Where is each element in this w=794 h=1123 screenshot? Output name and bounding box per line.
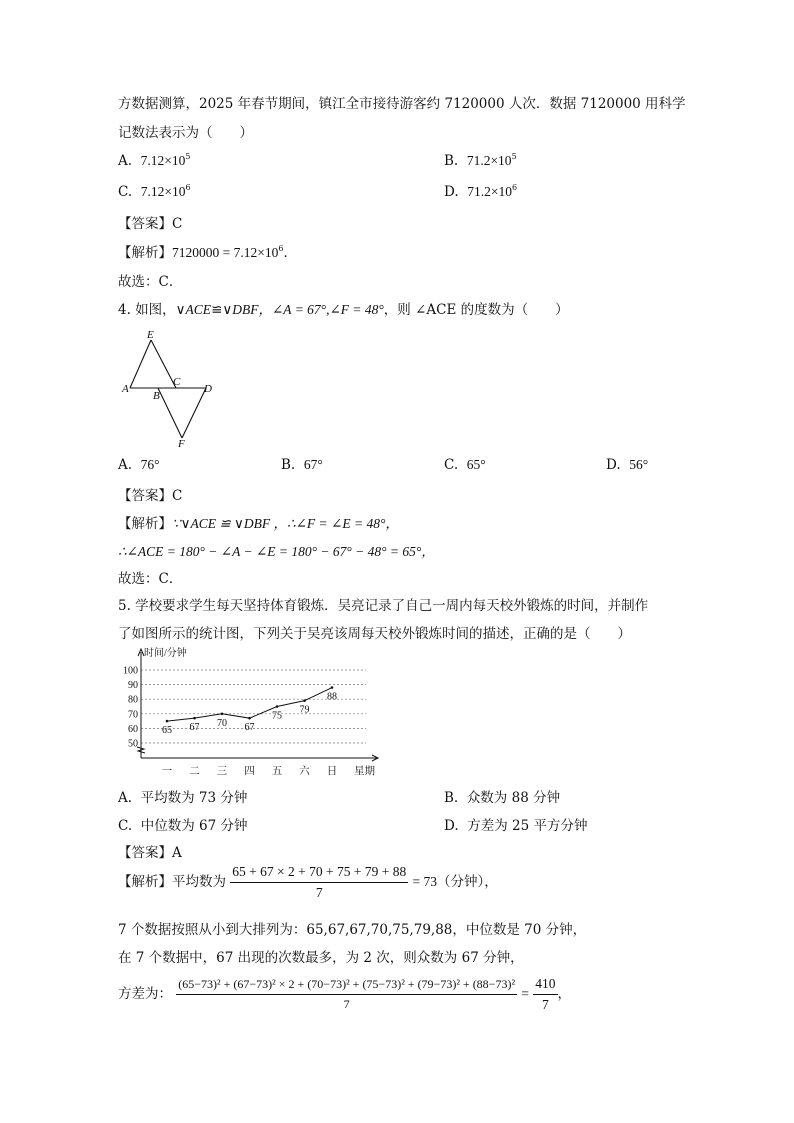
q3-stem-line1: 方数据测算，2025 年春节期间，镇江全市接待游客约 7120000 人次．数据 7120000 用科学	[118, 96, 686, 112]
data-point-2	[193, 717, 196, 720]
q3-option-c: C. $7.12\times 10^6$	[118, 183, 191, 200]
q5-mean-formula: 【解析】平均数为 $\frac{65 + 67 \times 2 + 70 + 75 + 79 + 88}{7}$ = 73（分钟），	[118, 864, 498, 900]
data-point-5	[276, 705, 279, 708]
label-e: E	[147, 329, 154, 341]
line-df	[182, 388, 206, 438]
q4-analysis-line2: ∴∠ACE = 180° − ∠A − ∠E = 180° − 67° − 48° = 65°，	[118, 544, 435, 559]
q4-choose: 故选：C．	[118, 571, 183, 587]
x-tick-label-3: 三	[216, 766, 228, 777]
label-a: A	[122, 383, 129, 395]
q4-option-d: D. 56°	[606, 457, 649, 473]
data-label-6: 79	[299, 704, 310, 716]
data-point-4	[248, 717, 251, 720]
y-tick-label-90: 90	[128, 680, 138, 692]
data-label-1: 65	[162, 725, 172, 737]
q3-answer: 【答案】C	[118, 216, 183, 232]
q4-stem: 4. 如图，∨ACE≌∨DBF，∠A = 67°,∠F = 48°，则 ∠ACE 的度数为（ ）	[118, 302, 569, 318]
data-label-3: 70	[217, 717, 227, 729]
x-tick-label-7: 日	[326, 766, 338, 777]
y-axis-break	[137, 747, 145, 753]
q3-option-d: D. $71.2\times 10^6$	[444, 183, 518, 200]
y-axis-title: 时间/分钟	[144, 648, 187, 659]
q4-analysis-line1: 【解析】∵∨ACE ≌ ∨DBF ，∴∠F = ∠E = 48°，	[118, 516, 399, 532]
data-point-1	[166, 720, 169, 723]
q3-choose: 故选：C．	[118, 274, 183, 290]
x-tick-label-5: 五	[271, 766, 283, 777]
data-label-2: 67	[189, 722, 200, 734]
q3-option-b: B. $71.2\times 10^5$	[444, 152, 517, 169]
y-tick-label-80: 80	[128, 694, 138, 706]
q5-line-chart	[116, 646, 386, 778]
variance-fraction: (65−73)² + (67−73)² × 2 + (70−73)² + (75−73)² + (79−73)² + (88−73)² 7	[178, 977, 516, 1011]
x-tick-label-4: 四	[244, 766, 255, 777]
q5-stem-line2: 了如图所示的统计图，下列关于吴亮该周每天校外锻炼时间的描述，正确的是（ ）	[118, 626, 631, 642]
data-point-6	[303, 699, 306, 702]
q4-option-a: A. 76°	[118, 457, 160, 473]
label-f: F	[178, 438, 185, 450]
q5-option-c: C. 中位数为 67 分钟	[118, 818, 248, 834]
y-tick-label-60: 60	[128, 723, 138, 735]
q5-answer: 【答案】A	[118, 845, 182, 861]
x-tick-label-6: 六	[299, 766, 310, 777]
data-point-7	[331, 686, 334, 689]
q4-answer: 【答案】C	[118, 488, 183, 504]
q3-option-a: A. $7.12\times 10^5$	[118, 152, 191, 169]
line-ea	[130, 340, 151, 388]
label-c: C	[173, 376, 181, 388]
q3-stem-line2: 记数法表示为（ ）	[118, 125, 253, 141]
x-tick-label-2: 二	[189, 766, 200, 777]
q3-analysis: 【解析】$7120000 = 7.12\times 10^6$．	[118, 244, 297, 261]
q4-triangle-figure	[118, 326, 218, 450]
label-b: B	[153, 390, 160, 402]
q5-variance-formula: 方差为： (65−73)² + (67−73)² × 2 + (70−73)² + (75−73)² + (79−73)² + (88−73)² 7 = $\frac{410}{7}$ ，	[118, 976, 572, 1012]
q4-option-c: C. 65°	[444, 457, 486, 473]
x-tick-label-1: 一	[161, 766, 173, 777]
y-tick-label-70: 70	[128, 709, 138, 721]
y-tick-label-50: 50	[128, 738, 138, 750]
q5-option-b: B. 众数为 88 分钟	[444, 790, 561, 806]
y-tick-label-100: 100	[123, 665, 138, 677]
mean-fraction: $\frac{65 + 67 \times 2 + 70 + 75 + 79 + 88}{7}$	[232, 864, 407, 900]
variance-result-fraction: $\frac{410}{7}$	[535, 976, 556, 1012]
label-d: D	[204, 383, 212, 395]
q4-option-b: B. 67°	[281, 457, 323, 473]
q5-option-a: A. 平均数为 73 分钟	[118, 790, 248, 806]
q5-sorted-line: 7 个数据按照从小到大排列为：65,67,67,70,75,79,88，中位数是 70 分钟，	[118, 922, 587, 938]
q5-stem-line1: 5. 学校要求学生每天坚持体育锻炼．吴亮记录了自己一周内每天校外锻炼的时间，并制作	[118, 598, 649, 614]
data-label-5: 75	[272, 710, 282, 722]
data-point-3	[221, 713, 224, 716]
x-axis-title: 星期	[354, 766, 375, 777]
data-label-4: 67	[244, 722, 255, 734]
q5-mode-line: 在 7 个数据中，67 出现的次数最多，为 2 次，则众数为 67 分钟，	[118, 950, 524, 966]
line-bf	[158, 388, 182, 438]
data-label-7: 88	[327, 691, 337, 703]
q5-option-d: D. 方差为 25 平方分钟	[444, 818, 588, 834]
